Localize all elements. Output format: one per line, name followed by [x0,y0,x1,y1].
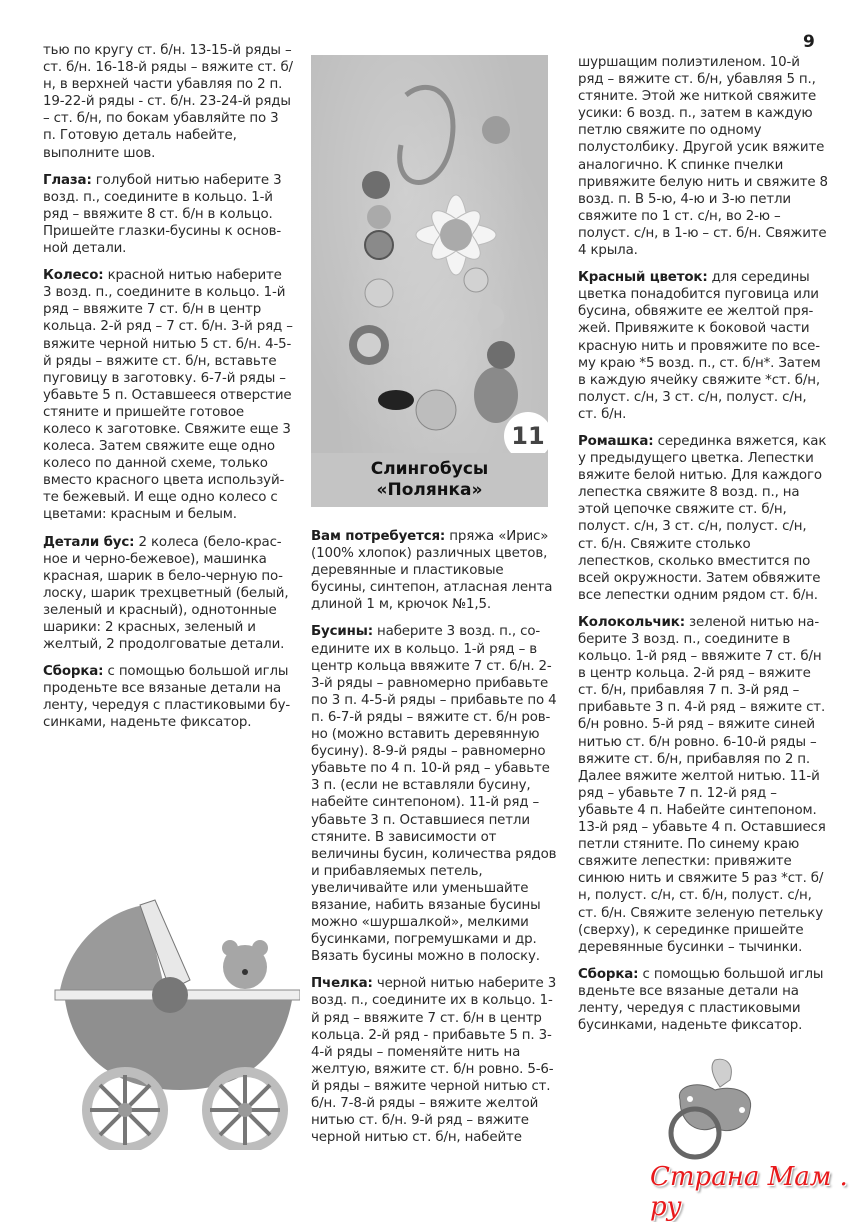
paragraph-continuation: тью по кругу ст. б/н. 13-15-й ряды – ст. б/н. 16-18-й ряды – вяжите ст. б/н, в верхней части убавляя по 2 п. 19-22-й ряды - ст. б/н. 23-24-й ряды – ст. б/н, по бокам убавляйте по 3 п. Готовую деталь набейте, выполните шов. [43,43,293,161]
section-label: Колесо: [43,268,104,284]
middle-column [311,528,561,1156]
page-number: 9 [803,32,815,52]
section-assembly: Сборка: с помощью большой иглы вденьте все вязаные детали на ленту, чередуя с пластиковыми бусинками, наденьте фиксатор. [578,966,824,1034]
paragraph-continuation: шуршащим полиэтиленом. 10-й ряд – вяжите ст. б/н, убавляя 5 п., стяните. Этой же ниткой свяжите усики: 6 возд. п., затем в каждую петлю свяжите по одному полустолбику. Другой усик вяжите аналогично. К спинке пчелки привяжите белую нить и свяжите 8 возд. п. В 5-ю, 4-ю и 3-ю петли свяжите по 1 ст. с/н, во 2-ю – полуст. с/н, в 1-ю – ст. б/н. Свяжите 4 крыла. [578,55,828,259]
section-label: Вам потребуется: [311,529,446,544]
baby-stroller-illustration [30,850,300,1150]
right-column [578,54,828,1044]
site-watermark: Страна Мам . ру [650,1162,848,1222]
section-bead-details: Детали бус: 2 колеса (бело-красное и черно-бежевое), машинка красная, шарик в бело-черную полоску, шарик трехцветный (белый, зеленый и красный), однотонные шарики: 2 красных, зеленый и желтый, 2 продолговатые детали. [43,534,289,653]
section-label: Колокольчик: [578,614,685,630]
section-label: Красный цветок: [578,270,708,286]
pattern-title: Слингобусы «Полянка» [311,453,548,507]
section-label: Сборка: [578,966,639,982]
slingbeads-photo [311,55,548,507]
pattern-number-badge: 11 [504,412,552,460]
pacifier-illustration [660,1055,770,1165]
section-red-flower: Красный цветок: для середины цветка понадобится пуговица или бусина, обвяжите ее желтой пряжей. Привяжите к боковой части красную нить и провяжите по всему краю *5 возд. п., ст. б/н*. Затем в каждую ячейку свяжите *ст. б/н, полуст. с/н, 3 ст. с/н, полуст. с/н, ст. б/н. [578,270,821,422]
section-label: Бусины: [311,624,373,640]
section-assembly: Сборка: с помощью большой иглы проденьте все вязаные детали на ленту, чередуя с пластиковыми бусинками, наденьте фиксатор. [43,664,291,731]
section-bell: Колокольчик: зеленой нитью наберите 3 возд. п., соедините в кольцо. 1-й ряд – ввяжите 7 ст. б/н в центр кольца. 2-й ряд – вяжите ст. б/н, прибавляя 7 п. 3-й ряд – прибавьте 3 п. 4-й ряд – вяжите ст. б/н ровно. 5-й ряд – вяжите синей нитью ст. б/н ровно. 6-10-й ряды – вяжите ст. б/н, прибавляя по 2 п. Далее вяжите желтой нитью. 11-й ряд – убавьте 7 п. 12-й ряд – убавьте 4 п. Набейте синтепоном. 13-й ряд – убавьте 4 п. Оставшиеся петли стяните. По синему краю свяжите лепестки: привяжите синюю нить и свяжите 5 раз *ст. б/н, полуст. с/н, ст. б/н, полуст. с/н, ст. б/н. Свяжите зеленую петельку (сверху), к серединке пришейте деревянные бусинки – тычинки. [578,614,826,955]
crochet-beads-image [311,55,548,450]
section-label: Пчелка: [311,976,373,992]
section-label: Детали бус: [43,534,135,550]
section-materials: Вам потребуется: пряжа «Ирис» (100% хлопок) различных цветов, деревянные и пластиковые бусины, синтепон, атласная лента длиной 1 м, крючок №1,5. [311,529,553,613]
section-bee: Пчелка: черной нитью наберите 3 возд. п., соедините их в кольцо. 1-й ряд – ввяжите 7 ст. б/н в центр кольца. 2-й ряд - прибавьте 5 п. 3-4-й ряды – поменяйте нить на желтую, вяжите ст. б/н ровно. 5-6-й ряды – вяжите черной нитью ст. б/н. 7-8-й ряды – вяжите желтой нитью ст. б/н. 9-й ряд – вяжите черной нитью ст. б/н, набейте [311,976,557,1146]
left-column [43,42,293,742]
section-daisy: Ромашка: серединка вяжется, как у предыдущего цветка. Лепестки вяжите белой нитью. Для каждого лепестка свяжите 8 возд. п., на этой цепочке свяжите ст. б/н, полуст. с/н, 3 ст. с/н, полуст. с/н, ст. б/н. Свяжите столько лепестков, сколько вместится по всей окружности. Затем обвяжите все лепестки одним рядом ст. б/н. [578,433,827,603]
section-wheel: Колесо: красной нитью наберите 3 возд. п., соедините в кольцо. 1-й ряд – ввяжите 7 ст. б/н в центр кольца. 2-й ряд – 7 ст. б/н. 3-й ряд – вяжите черной нитью 5 ст. б/н. 4-5-й ряды – вяжите ст. б/н, вставьте пуговицу в заготовку. 6-7-й ряды – убавьте 5 п. Оставшееся отверстие стяните и пришейте готовое колесо к заготовке. Свяжите еще 3 колеса. Затем свяжите еще одно колесо по данной схеме, только вместо красного цвета используйте бежевый. И еще одно колесо с цветами: красным и белым. [43,268,293,523]
section-label: Сборка: [43,664,104,680]
section-label: Глаза: [43,172,92,188]
section-eyes: Глаза: голубой нитью наберите 3 возд. п., соедините в кольцо. 1-й ряд – ввяжите 8 ст. б/н в кольцо. Пришейте глазки-бусины к основной детали. [43,172,282,257]
section-label: Ромашка: [578,433,654,449]
section-beads: Бусины: наберите 3 возд. п., соедините их в кольцо. 1-й ряд – в центр кольца ввяжите 7 ст. б/н. 2-3-й ряды – равномерно прибавьте по 3 п. 4-5-й ряды – прибавьте по 4 п. 6-7-й ряды – вяжите ст. б/н ровно (можно вставить деревянную бусину). 8-9-й ряды – равномерно убавьте по 4 п. 10-й ряд – убавьте 3 п. (если не вставляли бусину, набейте синтепоном). 11-й ряд – убавьте 3 п. Оставшиеся петли стяните. В зависимости от величины бусин, количества рядов и прибавляемых петель, увеличивайте или уменьшайте вязание, набить вязаные бусины можно «шуршалкой», мелкими бусинками, погремушками и др. Вязать бусины можно в полоску. [311,624,557,965]
